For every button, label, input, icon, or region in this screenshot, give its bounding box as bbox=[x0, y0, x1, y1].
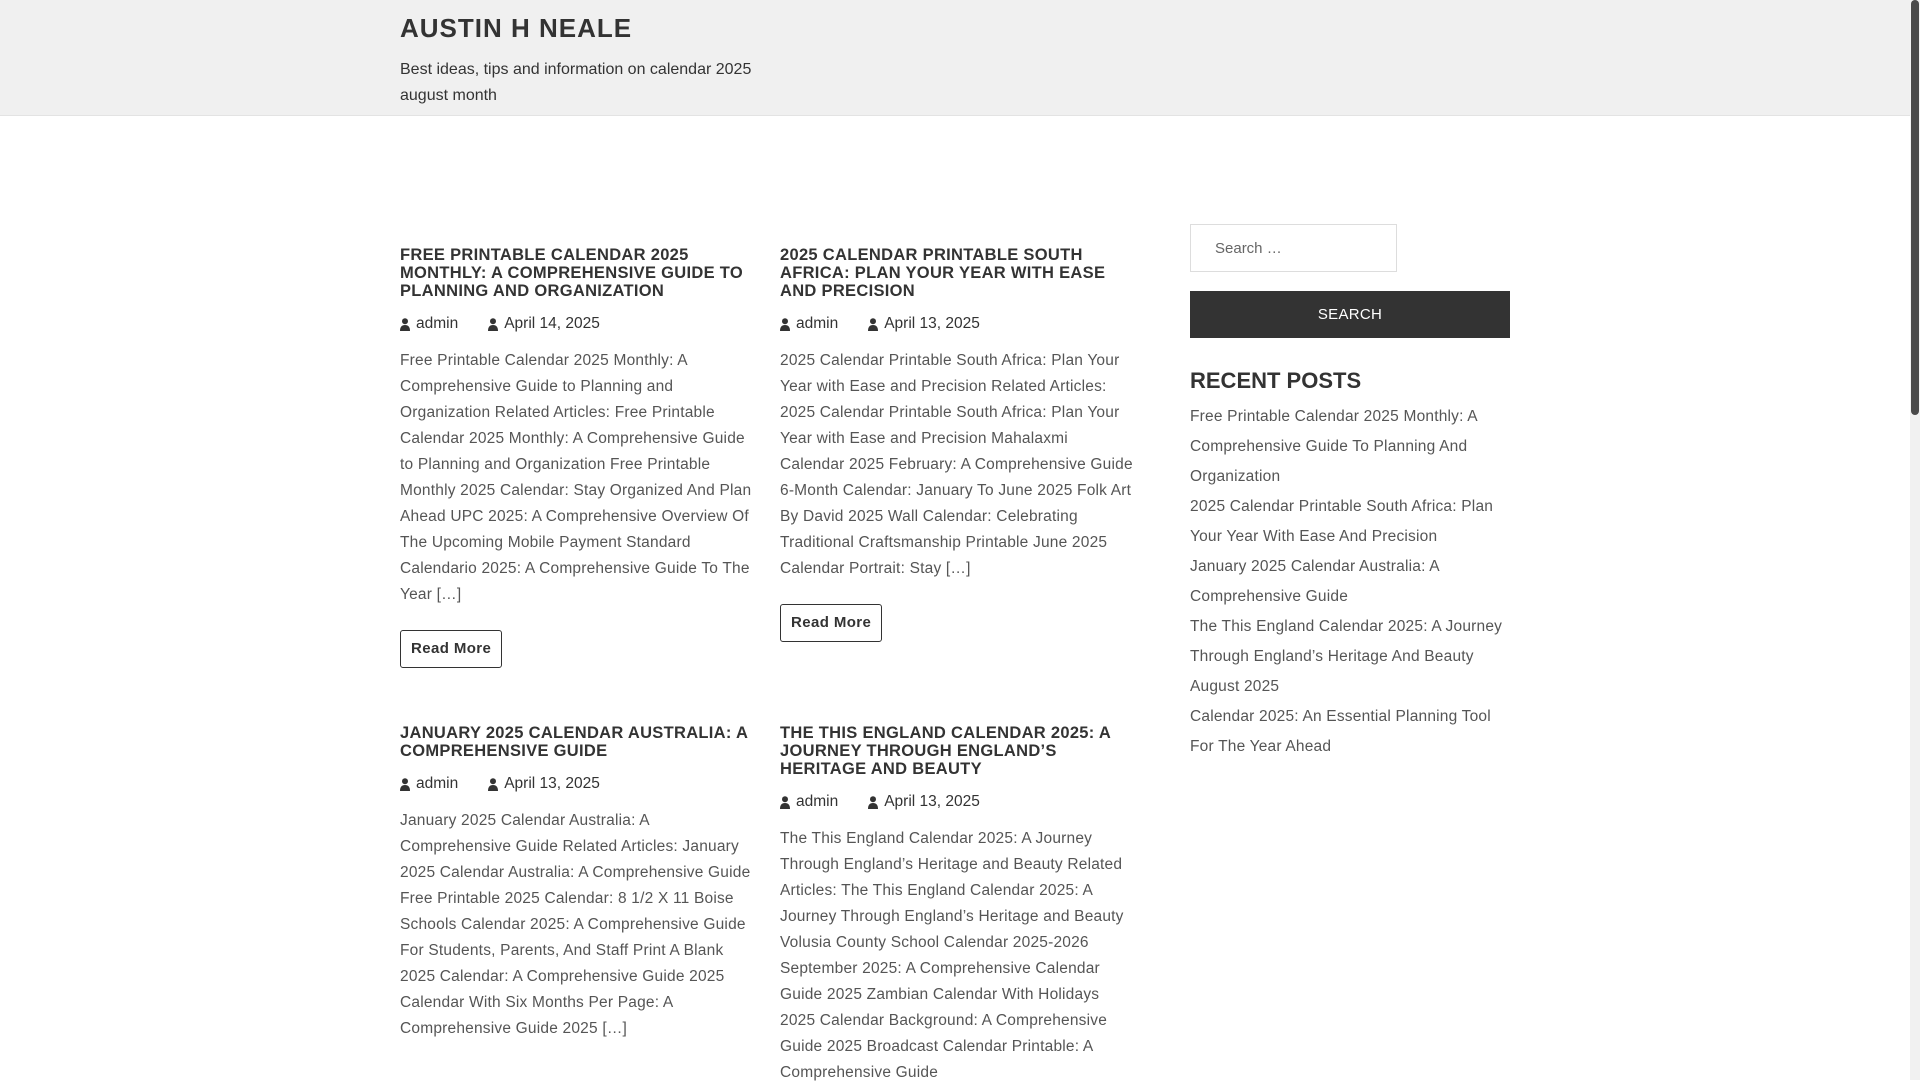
search-input[interactable] bbox=[1190, 224, 1397, 272]
post-card bbox=[400, 246, 755, 668]
post-author[interactable] bbox=[400, 774, 458, 794]
post-excerpt: January 2025 Calendar Australia: A Comprehensive Guide Related Articles: January 2025 Calendar Australia: A Comprehensive Guide Free Printable 2025 Calendar: 8 1/2 X 11 Boise Schools Calendar 2025: A Comprehensive Guide For Students, Parents, And Staff Print A Blank 2025 Calendar: A Comprehensive Guide 2025 Calendar With Six Months Per Page: A Comprehensive Guide 2025 […] bbox=[400, 812, 751, 1037]
post-excerpt: The This England Calendar 2025: A Journey Through England’s Heritage and Beauty Related Articles: The This England Calendar 2025: A Journey Through England’s Heritage and Beauty Volusia County School Calendar 2025-2026 September 2025: A Comprehensive Calendar Guide 2025 Zambian Calendar With Holidays 2025 Calendar Background: A Comprehensive Guide 2025 Broadcast Calendar Printable: A Comprehensive Guide bbox=[780, 830, 1124, 1081]
user-icon bbox=[488, 778, 498, 791]
read-more-button[interactable]: Read More bbox=[780, 604, 882, 642]
post-card bbox=[780, 246, 1135, 642]
post-author-name: admin bbox=[796, 315, 839, 332]
user-icon bbox=[780, 796, 790, 809]
post-author[interactable] bbox=[780, 792, 838, 812]
post-author[interactable] bbox=[780, 314, 838, 334]
recent-post-link[interactable]: The This England Calendar 2025: A Journey Through England’s Heritage And Beauty bbox=[1190, 618, 1503, 665]
post-author-name: admin bbox=[416, 315, 459, 332]
site-header bbox=[0, 0, 1910, 116]
post-date[interactable] bbox=[488, 314, 600, 334]
post-author[interactable] bbox=[400, 314, 458, 334]
site-title[interactable]: AUSTIN H NEALE bbox=[400, 13, 633, 43]
user-icon bbox=[400, 778, 410, 791]
user-icon bbox=[780, 318, 790, 331]
post-date-text: April 13, 2025 bbox=[884, 793, 980, 810]
post-date-text: April 13, 2025 bbox=[884, 315, 980, 332]
user-icon bbox=[400, 318, 410, 331]
post-date-text: April 13, 2025 bbox=[504, 775, 600, 792]
post-author-name: admin bbox=[796, 793, 839, 810]
recent-post-link[interactable]: Free Printable Calendar 2025 Monthly: A Comprehensive Guide To Planning And Organization bbox=[1190, 408, 1477, 485]
recent-post-link[interactable]: 2025 Calendar Printable South Africa: Plan Your Year With Ease And Precision bbox=[1190, 498, 1494, 545]
post-meta bbox=[400, 314, 755, 334]
read-more-button[interactable]: Read More bbox=[400, 630, 502, 668]
scrollbar-thumb[interactable] bbox=[1911, 0, 1919, 415]
recent-posts-list bbox=[1190, 402, 1515, 762]
site-tagline: Best ideas, tips and information on calendar 2025 august month bbox=[400, 61, 752, 104]
post-author-name: admin bbox=[416, 775, 459, 792]
post-meta bbox=[400, 774, 755, 794]
post-date[interactable] bbox=[488, 774, 600, 794]
post-date[interactable] bbox=[868, 314, 980, 334]
recent-post-link[interactable]: August 2025 bbox=[1190, 678, 1280, 695]
recent-post-link[interactable]: January 2025 Calendar Australia: A Comprehensive Guide bbox=[1190, 558, 1439, 605]
post-date-text: April 14, 2025 bbox=[504, 315, 600, 332]
post-date[interactable] bbox=[868, 792, 980, 812]
user-icon bbox=[488, 318, 498, 331]
post-title[interactable]: FREE PRINTABLE CALENDAR 2025 MONTHLY: A COMPREHENSIVE GUIDE TO PLANNING AND ORGANIZATION bbox=[400, 246, 743, 300]
user-icon bbox=[868, 318, 878, 331]
post-meta bbox=[780, 314, 1135, 334]
post-title[interactable]: JANUARY 2025 CALENDAR AUSTRALIA: A COMPREHENSIVE GUIDE bbox=[400, 724, 748, 760]
post-meta bbox=[780, 792, 1135, 812]
search-button[interactable]: SEARCH bbox=[1190, 291, 1510, 338]
post-card bbox=[780, 724, 1135, 1086]
user-icon bbox=[868, 796, 878, 809]
post-title[interactable]: 2025 CALENDAR PRINTABLE SOUTH AFRICA: PLAN YOUR YEAR WITH EASE AND PRECISION bbox=[780, 246, 1106, 300]
post-excerpt: 2025 Calendar Printable South Africa: Plan Your Year with Ease and Precision Related Articles: 2025 Calendar Printable South Africa: Plan Your Year with Ease and Precision Mahalaxmi Calendar 2025 February: A Comprehensive Guide 6-Month Calendar: January To June 2025 Folk Art By David 2025 Wall Calendar: Celebrating Traditional Craftsmanship Printable June 2025 Calendar Portrait: Stay […] bbox=[780, 352, 1133, 577]
post-excerpt: Free Printable Calendar 2025 Monthly: A Comprehensive Guide to Planning and Organization Related Articles: Free Printable Calendar 2025 Monthly: A Comprehensive Guide to Planning and Organization Free Printable Monthly 2025 Calendar: Stay Organized And Plan Ahead UPC 2025: A Comprehensive Overview Of The Upcoming Mobile Payment Standard Calendario 2025: A Comprehensive Guide To The Year […] bbox=[400, 352, 752, 603]
post-card bbox=[400, 724, 755, 1042]
recent-post-link[interactable]: Calendar 2025: An Essential Planning Tool For The Year Ahead bbox=[1190, 708, 1491, 755]
post-title[interactable]: THE THIS ENGLAND CALENDAR 2025: A JOURNEY THROUGH ENGLAND’S HERITAGE AND BEAUTY bbox=[780, 724, 1111, 778]
recent-posts-heading: RECENT POSTS bbox=[1190, 368, 1362, 393]
scrollbar[interactable] bbox=[1910, 0, 1920, 1080]
